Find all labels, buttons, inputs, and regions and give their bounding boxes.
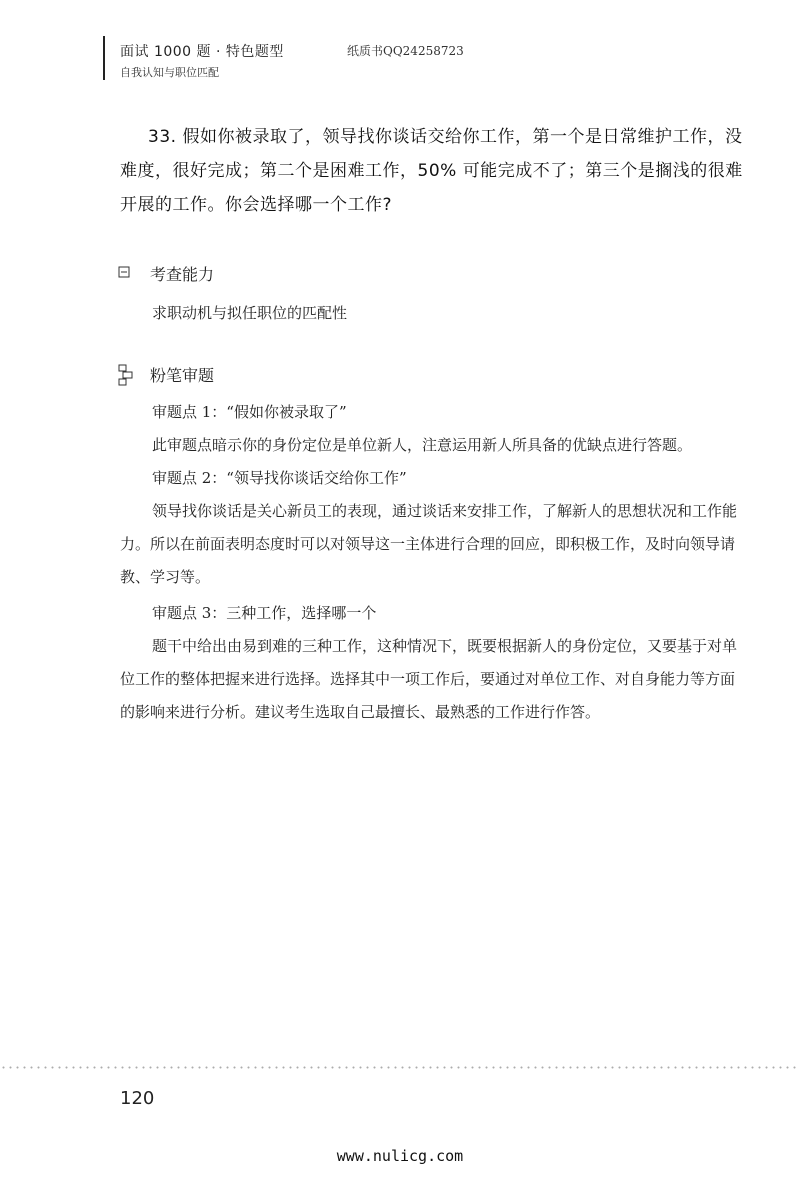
ability-content: 求职动机与拟任职位的匹配性: [152, 304, 348, 322]
section-title-ability: 考查能力: [150, 265, 215, 284]
review-point-3-title: 审题点 3：三种工作，选择哪一个: [152, 604, 377, 622]
review-point-2-body: 领导找你谈话是关心新员工的表现，通过谈话来安排工作，了解新人的思想状况和工作能力。所以在前面表明态度时可以对领导这一主体进行合理的回应，即积极工作，及时向领导请教、学习等。: [120, 502, 738, 586]
book-title: 面试 1000 题 · 特色题型: [120, 44, 284, 60]
review-point-2-title: 审题点 2：“领导找你谈话交给你工作”: [152, 469, 407, 487]
document-icon: [118, 364, 134, 386]
section-title-review: 粉笔审题: [150, 366, 215, 385]
page-number: 120: [120, 1088, 155, 1109]
footer-url: www.nulicg.com: [336, 1147, 464, 1165]
book-subtitle: 自我认知与职位匹配: [120, 66, 219, 79]
watermark-text: 纸质书QQ24258723: [347, 44, 464, 58]
question-text: 33. 假如你被录取了，领导找你谈话交给你工作，第一个是日常维护工作，没难度，很好完成；第二个是困难工作，50% 可能完成不了；第三个是搁浅的很难开展的工作。你会选择哪一个工作?: [120, 127, 743, 215]
header-divider: [103, 36, 105, 80]
scan-artifact-line: [0, 1066, 800, 1069]
checkbox-icon: [118, 266, 130, 278]
review-point-3-body: 题干中给出由易到难的三种工作，这种情况下，既要根据新人的身份定位，又要基于对单位工作的整体把握来进行选择。选择其中一项工作后，要通过对单位工作、对自身能力等方面的影响来进行分析。建议考生选取自己最擅长、最熟悉的工作进行作答。: [120, 637, 738, 721]
review-point-1-title: 审题点 1：“假如你被录取了”: [152, 403, 347, 421]
review-point-1-body: 此审题点暗示你的身份定位是单位新人，注意运用新人所具备的优缺点进行答题。: [152, 436, 693, 454]
